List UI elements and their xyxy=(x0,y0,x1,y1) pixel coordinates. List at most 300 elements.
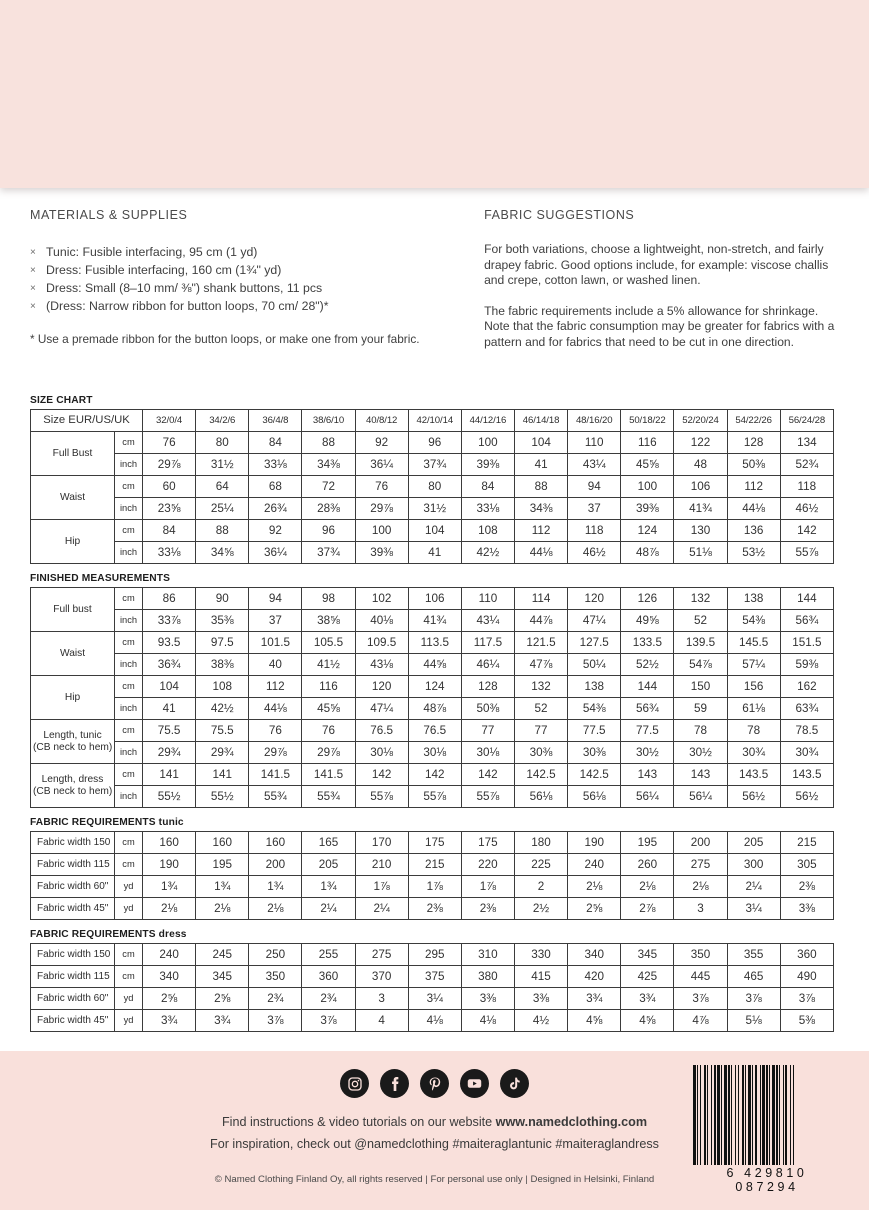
table-cell: 2⅝ xyxy=(196,988,249,1010)
table-cell: 108 xyxy=(461,520,514,542)
table-cell: 3⅞ xyxy=(249,1010,302,1032)
table-cell: 490 xyxy=(780,966,833,988)
table-cell: 37 xyxy=(249,610,302,632)
row-label-main: Length, dress xyxy=(41,773,104,785)
table-cell: 77 xyxy=(514,720,567,742)
table-cell: 55⅞ xyxy=(780,542,833,564)
fabric-suggestions-heading: FABRIC SUGGESTIONS xyxy=(484,208,635,222)
table-cell: 1¾ xyxy=(249,876,302,898)
table-cell: 2 xyxy=(514,876,567,898)
row-label: Fabric width 115 xyxy=(31,966,115,988)
table-cell: 340 xyxy=(568,944,621,966)
table-cell: 110 xyxy=(568,432,621,454)
row-label: Fabric width 115 xyxy=(31,854,115,876)
row-label-sub: (CB neck to hem) xyxy=(33,741,113,753)
table-row xyxy=(31,764,834,786)
table-cell: 43¼ xyxy=(568,454,621,476)
table-cell: 51⅛ xyxy=(674,542,727,564)
table-cell: 345 xyxy=(196,966,249,988)
row-unit: inch xyxy=(115,610,143,632)
instagram-icon[interactable] xyxy=(340,1069,369,1098)
table-cell: 48 xyxy=(674,454,727,476)
table-cell: 30⅜ xyxy=(568,742,621,764)
footer-copyright: © Named Clothing Finland Oy, all rights reserved | For personal use only | Designed in Helsinki, Finland xyxy=(214,1174,655,1185)
row-unit: cm xyxy=(115,966,143,988)
table-cell: 52 xyxy=(674,610,727,632)
row-label: Fabric width 150 xyxy=(31,944,115,966)
row-unit: cm xyxy=(115,432,143,454)
table-cell: 42½ xyxy=(461,542,514,564)
table-cell: 5⅛ xyxy=(727,1010,780,1032)
table-row xyxy=(31,654,834,676)
table-cell: 250 xyxy=(249,944,302,966)
pinterest-icon[interactable] xyxy=(420,1069,449,1098)
table-cell: 102 xyxy=(355,588,408,610)
table-cell: 33⅛ xyxy=(249,454,302,476)
table-cell: 350 xyxy=(249,966,302,988)
materials-item-label: (Dress: Narrow ribbon for button loops, 70 cm/ 28")* xyxy=(46,299,329,313)
table-cell: 80 xyxy=(408,476,461,498)
table-cell: 63¾ xyxy=(780,698,833,720)
table-cell: 110 xyxy=(461,588,514,610)
tiktok-icon[interactable] xyxy=(500,1069,529,1098)
table-cell: 124 xyxy=(621,520,674,542)
table-cell: 275 xyxy=(674,854,727,876)
table-cell: 26¾ xyxy=(249,498,302,520)
table-cell: 2⅜ xyxy=(780,876,833,898)
table-cell: 106 xyxy=(674,476,727,498)
table-cell: 2¼ xyxy=(727,876,780,898)
table-cell: 1¾ xyxy=(196,876,249,898)
row-label: Hip xyxy=(31,676,115,720)
table-cell: 4½ xyxy=(514,1010,567,1032)
fabric-requirements-tunic-title: FABRIC REQUIREMENTS tunic xyxy=(30,817,184,828)
row-label: Waist xyxy=(31,476,115,520)
table-cell: 50⅜ xyxy=(727,454,780,476)
table-cell: 55⅞ xyxy=(408,786,461,808)
table-cell: 215 xyxy=(780,832,833,854)
table-cell: 3⅞ xyxy=(302,1010,355,1032)
materials-item-label: Tunic: Fusible interfacing, 95 cm (1 yd) xyxy=(46,245,258,259)
table-cell: 42½ xyxy=(196,698,249,720)
table-cell: 76 xyxy=(302,720,355,742)
table-cell: 52 xyxy=(514,698,567,720)
table-cell: 120 xyxy=(355,676,408,698)
row-label-sub: (CB neck to hem) xyxy=(33,785,113,797)
footer-content-layer xyxy=(0,1051,869,1210)
table-cell: 41½ xyxy=(302,654,355,676)
table-cell: 75.5 xyxy=(143,720,196,742)
table-cell: 138 xyxy=(568,676,621,698)
table-cell: 29⅞ xyxy=(249,742,302,764)
table-cell: 225 xyxy=(514,854,567,876)
table-cell: 117.5 xyxy=(461,632,514,654)
table-cell: 86 xyxy=(143,588,196,610)
materials-heading: MATERIALS & SUPPLIES xyxy=(30,208,188,222)
table-cell: 132 xyxy=(514,676,567,698)
table-cell: 4⅝ xyxy=(621,1010,674,1032)
table-row xyxy=(31,588,834,610)
table-cell: 47¼ xyxy=(568,610,621,632)
table-cell: 100 xyxy=(355,520,408,542)
table-cell: 190 xyxy=(568,832,621,854)
table-cell: 3¾ xyxy=(143,1010,196,1032)
table-cell: 300 xyxy=(727,854,780,876)
table-cell: 141.5 xyxy=(302,764,355,786)
table-cell: 127.5 xyxy=(568,632,621,654)
table-cell: 60 xyxy=(143,476,196,498)
table-cell: 55⅞ xyxy=(461,786,514,808)
size-column-header: 36/4/8 xyxy=(249,410,302,432)
table-cell: 33⅛ xyxy=(143,542,196,564)
table-cell: 56¾ xyxy=(780,610,833,632)
table-cell: 133.5 xyxy=(621,632,674,654)
table-cell: 30⅛ xyxy=(408,742,461,764)
table-cell: 2¼ xyxy=(302,898,355,920)
table-cell: 50⅜ xyxy=(461,698,514,720)
table-cell: 310 xyxy=(461,944,514,966)
row-unit: inch xyxy=(115,742,143,764)
table-cell: 112 xyxy=(727,476,780,498)
table-cell: 29⅞ xyxy=(355,498,408,520)
table-cell: 330 xyxy=(514,944,567,966)
table-cell: 75.5 xyxy=(196,720,249,742)
table-cell: 29¾ xyxy=(143,742,196,764)
table-cell: 29⅞ xyxy=(143,454,196,476)
table-cell: 124 xyxy=(408,676,461,698)
table-cell: 175 xyxy=(461,832,514,854)
fabric-requirements-dress-title: FABRIC REQUIREMENTS dress xyxy=(30,929,187,940)
table-cell: 39⅜ xyxy=(355,542,408,564)
table-cell: 40 xyxy=(249,654,302,676)
table-cell: 240 xyxy=(143,944,196,966)
table-cell: 4⅛ xyxy=(461,1010,514,1032)
fabric-requirements-dress-table xyxy=(30,943,834,1032)
size-column-header: 54/22/26 xyxy=(727,410,780,432)
table-cell: 210 xyxy=(355,854,408,876)
row-unit: cm xyxy=(115,520,143,542)
table-cell: 41 xyxy=(143,698,196,720)
table-cell: 1¾ xyxy=(143,876,196,898)
table-cell: 2⅛ xyxy=(621,876,674,898)
table-cell: 100 xyxy=(461,432,514,454)
table-cell: 144 xyxy=(780,588,833,610)
table-cell: 220 xyxy=(461,854,514,876)
table-cell: 2¾ xyxy=(302,988,355,1010)
table-cell: 76 xyxy=(355,476,408,498)
table-cell: 116 xyxy=(302,676,355,698)
materials-list xyxy=(30,244,444,315)
row-unit: cm xyxy=(115,832,143,854)
table-cell: 200 xyxy=(249,854,302,876)
table-cell: 53½ xyxy=(727,542,780,564)
table-cell: 55¾ xyxy=(302,786,355,808)
table-cell: 114 xyxy=(514,588,567,610)
table-cell: 54⅜ xyxy=(727,610,780,632)
table-cell: 2¾ xyxy=(249,988,302,1010)
table-cell: 30⅜ xyxy=(514,742,567,764)
size-label-header: Size EUR/US/UK xyxy=(31,410,143,432)
table-cell: 43⅛ xyxy=(355,654,408,676)
table-cell: 255 xyxy=(302,944,355,966)
row-unit: inch xyxy=(115,542,143,564)
table-row xyxy=(31,698,834,720)
table-cell: 78 xyxy=(727,720,780,742)
table-cell: 61⅛ xyxy=(727,698,780,720)
table-cell: 41 xyxy=(515,454,568,476)
table-cell: 97.5 xyxy=(196,632,249,654)
table-header-row xyxy=(31,410,834,432)
row-label: Fabric width 60" xyxy=(31,876,115,898)
row-unit: yd xyxy=(115,876,143,898)
table-cell: 72 xyxy=(302,476,355,498)
table-cell: 30⅛ xyxy=(461,742,514,764)
table-cell: 145.5 xyxy=(727,632,780,654)
facebook-icon[interactable] xyxy=(380,1069,409,1098)
table-cell: 3¾ xyxy=(621,988,674,1010)
table-cell: 105.5 xyxy=(302,632,355,654)
table-cell: 205 xyxy=(302,854,355,876)
table-cell: 4⅞ xyxy=(674,1010,727,1032)
table-cell: 33⅞ xyxy=(143,610,196,632)
table-cell: 38⅜ xyxy=(196,654,249,676)
table-cell: 142 xyxy=(461,764,514,786)
table-cell: 305 xyxy=(780,854,833,876)
table-row xyxy=(31,520,834,542)
table-cell: 195 xyxy=(621,832,674,854)
table-cell: 37¾ xyxy=(302,542,355,564)
table-row xyxy=(31,720,834,742)
table-cell: 139.5 xyxy=(674,632,727,654)
table-cell: 128 xyxy=(461,676,514,698)
row-label xyxy=(31,720,115,764)
materials-item-label: Dress: Small (8–10 mm/ ⅜") shank buttons, 11 pcs xyxy=(46,281,323,295)
table-cell: 28⅜ xyxy=(302,498,355,520)
size-chart-table xyxy=(30,409,834,564)
table-row xyxy=(31,854,834,876)
size-column-header: 34/2/6 xyxy=(196,410,249,432)
table-cell: 80 xyxy=(196,432,249,454)
barcode-number: 6 429810 087294 xyxy=(726,1166,808,1194)
table-cell: 93.5 xyxy=(143,632,196,654)
website-link[interactable]: www.namedclothing.com xyxy=(495,1115,648,1129)
table-cell: 445 xyxy=(674,966,727,988)
table-cell: 142 xyxy=(780,520,833,542)
table-cell: 4⅝ xyxy=(568,1010,621,1032)
table-cell: 29¾ xyxy=(196,742,249,764)
fabric-suggestion-paragraph: The fabric requirements include a 5% allowance for shrinkage. Note that the fabric consumption may be greater for fabrics with a pattern and for fabrics that need to be cut in one direction. xyxy=(484,303,835,349)
table-cell: 37 xyxy=(568,498,621,520)
table-cell: 143.5 xyxy=(780,764,833,786)
table-cell: 144 xyxy=(621,676,674,698)
table-cell: 56¾ xyxy=(621,698,674,720)
materials-column xyxy=(30,208,444,365)
table-cell: 76.5 xyxy=(408,720,461,742)
row-unit: cm xyxy=(115,676,143,698)
table-cell: 3 xyxy=(674,898,727,920)
table-cell: 77.5 xyxy=(621,720,674,742)
row-unit: inch xyxy=(115,498,143,520)
table-cell: 88 xyxy=(302,432,355,454)
table-cell: 143 xyxy=(674,764,727,786)
table-cell: 165 xyxy=(302,832,355,854)
table-cell: 130 xyxy=(674,520,727,542)
size-column-header: 42/10/14 xyxy=(408,410,461,432)
table-row xyxy=(31,632,834,654)
fabric-requirements-tunic-table xyxy=(30,831,834,920)
table-cell: 350 xyxy=(674,944,727,966)
table-cell: 126 xyxy=(621,588,674,610)
table-cell: 100 xyxy=(621,476,674,498)
table-cell: 132 xyxy=(674,588,727,610)
row-unit: cm xyxy=(115,720,143,742)
materials-item xyxy=(30,244,444,261)
table-cell: 175 xyxy=(408,832,461,854)
table-row xyxy=(31,1010,834,1032)
table-cell: 3⅜ xyxy=(461,988,514,1010)
row-label-main: Length, tunic xyxy=(43,729,102,741)
table-cell: 415 xyxy=(514,966,567,988)
row-label: Fabric width 150 xyxy=(31,832,115,854)
table-cell: 3⅞ xyxy=(780,988,833,1010)
finished-measurements-title: FINISHED MEASUREMENTS xyxy=(30,573,171,584)
table-cell: 44⅝ xyxy=(408,654,461,676)
table-cell: 47⅞ xyxy=(514,654,567,676)
footer-website-prefix: Find instructions & video tutorials on our website xyxy=(221,1115,496,1129)
table-cell: 108 xyxy=(196,676,249,698)
table-cell: 94 xyxy=(249,588,302,610)
table-cell: 195 xyxy=(196,854,249,876)
table-cell: 121.5 xyxy=(514,632,567,654)
table-cell: 170 xyxy=(355,832,408,854)
table-cell: 52¾ xyxy=(780,454,833,476)
table-row xyxy=(31,476,834,498)
table-cell: 77.5 xyxy=(568,720,621,742)
row-unit: inch xyxy=(115,454,143,476)
youtube-icon[interactable] xyxy=(460,1069,489,1098)
table-cell: 55⅞ xyxy=(355,786,408,808)
table-cell: 425 xyxy=(621,966,674,988)
table-cell: 150 xyxy=(674,676,727,698)
row-unit: cm xyxy=(115,764,143,786)
table-cell: 44⅞ xyxy=(514,610,567,632)
table-cell: 180 xyxy=(514,832,567,854)
table-cell: 56⅛ xyxy=(568,786,621,808)
table-cell: 44⅛ xyxy=(727,498,780,520)
table-cell: 134 xyxy=(780,432,833,454)
table-row xyxy=(31,786,834,808)
table-cell: 156 xyxy=(727,676,780,698)
table-cell: 3¼ xyxy=(408,988,461,1010)
table-cell: 260 xyxy=(621,854,674,876)
finished-measurements-table xyxy=(30,587,834,808)
size-column-header: 32/0/4 xyxy=(143,410,196,432)
table-cell: 2⅝ xyxy=(143,988,196,1010)
table-cell: 50¼ xyxy=(568,654,621,676)
table-cell: 151.5 xyxy=(780,632,833,654)
table-cell: 112 xyxy=(249,676,302,698)
table-cell: 76 xyxy=(143,432,196,454)
table-cell: 1¾ xyxy=(302,876,355,898)
table-cell: 56¼ xyxy=(621,786,674,808)
table-cell: 101.5 xyxy=(249,632,302,654)
table-cell: 142 xyxy=(408,764,461,786)
table-cell: 2¼ xyxy=(355,898,408,920)
table-cell: 59 xyxy=(674,698,727,720)
row-label: Fabric width 45" xyxy=(31,898,115,920)
table-cell: 370 xyxy=(355,966,408,988)
table-cell: 94 xyxy=(568,476,621,498)
barcode-bar xyxy=(794,1065,797,1165)
table-cell: 34⅜ xyxy=(302,454,355,476)
table-cell: 41¾ xyxy=(408,610,461,632)
table-cell: 96 xyxy=(302,520,355,542)
table-cell: 30½ xyxy=(621,742,674,764)
table-cell: 36¼ xyxy=(355,454,408,476)
table-cell: 104 xyxy=(408,520,461,542)
table-cell: 39⅜ xyxy=(461,454,514,476)
table-cell: 41 xyxy=(408,542,461,564)
table-cell: 2⅜ xyxy=(461,898,514,920)
materials-item xyxy=(30,280,444,297)
table-cell: 56⅛ xyxy=(514,786,567,808)
row-unit: inch xyxy=(115,698,143,720)
size-column-header: 48/16/20 xyxy=(568,410,621,432)
table-cell: 54⅞ xyxy=(674,654,727,676)
table-cell: 88 xyxy=(196,520,249,542)
table-cell: 96 xyxy=(408,432,461,454)
table-cell: 375 xyxy=(408,966,461,988)
table-cell: 215 xyxy=(408,854,461,876)
table-cell: 30½ xyxy=(674,742,727,764)
table-cell: 1⅞ xyxy=(355,876,408,898)
table-cell: 2½ xyxy=(514,898,567,920)
table-cell: 29⅞ xyxy=(302,742,355,764)
table-cell: 200 xyxy=(674,832,727,854)
table-cell: 46¼ xyxy=(461,654,514,676)
table-row xyxy=(31,454,834,476)
table-cell: 2⅝ xyxy=(568,898,621,920)
table-row xyxy=(31,966,834,988)
table-cell: 56½ xyxy=(727,786,780,808)
table-cell: 48⅞ xyxy=(621,542,674,564)
table-row xyxy=(31,876,834,898)
table-cell: 92 xyxy=(355,432,408,454)
table-row xyxy=(31,498,834,520)
table-cell: 4⅛ xyxy=(408,1010,461,1032)
table-cell: 46½ xyxy=(568,542,621,564)
table-cell: 76.5 xyxy=(355,720,408,742)
row-label xyxy=(31,764,115,808)
table-cell: 48⅞ xyxy=(408,698,461,720)
table-cell: 160 xyxy=(143,832,196,854)
table-cell: 30¾ xyxy=(727,742,780,764)
table-row xyxy=(31,898,834,920)
table-cell: 118 xyxy=(780,476,833,498)
row-unit: cm xyxy=(115,632,143,654)
table-cell: 3⅞ xyxy=(727,988,780,1010)
table-cell: 31½ xyxy=(408,498,461,520)
size-column-header: 40/8/12 xyxy=(355,410,408,432)
table-cell: 2⅛ xyxy=(143,898,196,920)
size-column-header: 44/12/16 xyxy=(461,410,514,432)
table-cell: 106 xyxy=(408,588,461,610)
barcode-bars xyxy=(693,1065,841,1165)
table-cell: 64 xyxy=(196,476,249,498)
table-cell: 40⅛ xyxy=(355,610,408,632)
table-cell: 45⅝ xyxy=(302,698,355,720)
table-cell: 45⅝ xyxy=(621,454,674,476)
